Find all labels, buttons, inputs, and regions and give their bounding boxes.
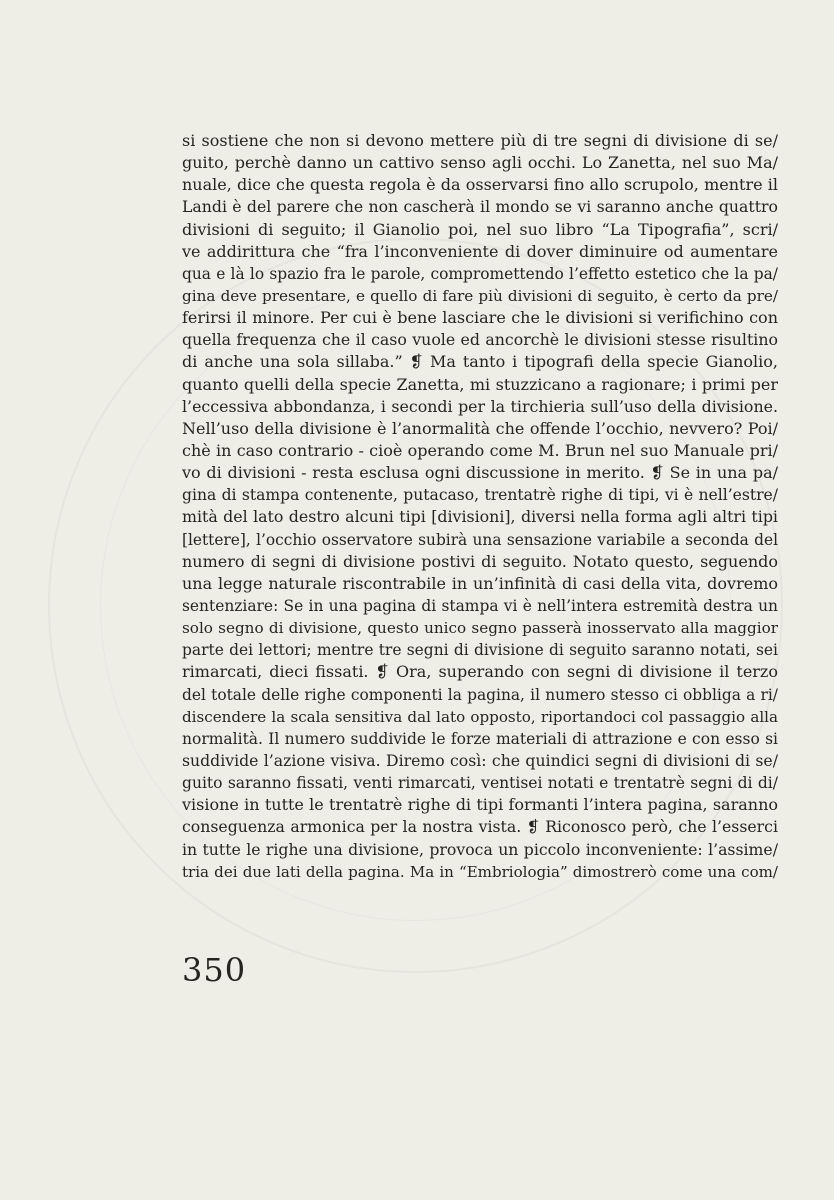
text-line: suddivide l’azione visiva. Diremo così: che quindici segni di divisioni di se/: [182, 750, 778, 770]
text-line: in tutte le righe una divisione, provoca un piccolo inconveniente: l’assime/: [182, 839, 778, 859]
text-line: mità del lato destro alcuni tipi [divisioni], diversi nella forma agli altri tipi: [182, 507, 778, 527]
text-line: parte dei lettori; mentre tre segni di divisione di seguito saranno notati, sei: [182, 641, 778, 660]
text-line: discendere la scala sensitiva dal lato opposto, riportandoci col passaggio alla: [182, 707, 778, 726]
text-line: Nell’uso della divisione è l’anormalità che offende l’occhio, nevvero? Poi/: [182, 418, 778, 438]
text-line: guito saranno fissati, venti rimarcati, ventisei notati e trentatrè segni di di/: [182, 774, 778, 793]
text-line: di anche una sola sillaba.” ❡ Ma tanto i tipografi della specie Gianolio,: [182, 352, 778, 372]
body-text: [182, 130, 778, 883]
text-line: del totale delle righe componenti la pagina, il numero stesso ci obbliga a ri/: [182, 685, 778, 704]
text-line: [lettere], l’occhio osservatore subirà una sensazione variabile a seconda del: [182, 530, 778, 549]
text-line: quanto quelli della specie Zanetta, mi stuzzicano a ragionare; i primi per: [182, 374, 778, 394]
text-line: chè in caso contrario - cioè operando come M. Brun nel suo Manuale pri/: [182, 440, 778, 460]
text-line: quella frequenza che il caso vuole ed ancorchè le divisioni stesse risultino: [182, 330, 778, 350]
page-number: 350: [182, 951, 247, 989]
text-line: guito, perchè danno un cattivo senso agli occhi. Lo Zanetta, nel suo Ma/: [182, 153, 778, 173]
text-line: ve addirittura che “fra l’inconveniente di dover diminuire od aumentare: [182, 241, 778, 261]
text-line: rimarcati, dieci fissati. ❡ Ora, superando con segni di divisione il terzo: [182, 662, 778, 682]
text-line: divisioni di seguito; il Gianolio poi, nel suo libro “La Tipografia”, scri/: [182, 219, 778, 239]
text-line: normalità. Il numero suddivide le forze materiali di attrazione e con esso si: [182, 729, 778, 748]
text-line: Landi è del parere che non cascherà il mondo se vi saranno anche quattro: [182, 197, 778, 217]
text-line: sentenziare: Se in una pagina di stampa vi è nell’intera estremità destra un: [182, 596, 778, 615]
text-line: ferirsi il minore. Per cui è bene lasciare che le divisioni si verifichino con: [182, 308, 778, 328]
text-line: gina deve presentare, e quello di fare più divisioni di seguito, è certo da pre/: [182, 286, 778, 305]
text-line: solo segno di divisione, questo unico segno passerà inosservato alla maggior: [182, 619, 778, 638]
text-line: conseguenza armonica per la nostra vista. ❡ Riconosco però, che l’esserci: [182, 817, 778, 837]
text-line: visione in tutte le trentatrè righe di tipi formanti l’intera pagina, saranno: [182, 795, 778, 815]
text-line: una legge naturale riscontrabile in un’infinità di casi della vita, dovremo: [182, 573, 778, 593]
text-line: gina di stampa contenente, putacaso, trentatrè righe di tipi, vi è nell’estre/: [182, 486, 778, 505]
text-line: si sostiene che non si devono mettere più di tre segni di divisione di se/: [182, 131, 778, 150]
text-line: numero di segni di divisione postivi di seguito. Notato questo, seguendo: [182, 551, 778, 571]
text-line: tria dei due lati della pagina. Ma in “Embriologia” dimostrerò come una com/: [182, 862, 778, 881]
text-line: nuale, dice che questa regola è da osservarsi fino allo scrupolo, mentre il: [182, 175, 778, 195]
text-line: qua e là lo spazio fra le parole, compromettendo l’effetto estetico che la pa/: [182, 264, 778, 283]
text-line: l’eccessiva abbondanza, i secondi per la tirchieria sull’uso della divisione.: [182, 396, 778, 416]
text-line: vo di divisioni - resta esclusa ogni discussione in merito. ❡ Se in una pa/: [182, 463, 778, 483]
